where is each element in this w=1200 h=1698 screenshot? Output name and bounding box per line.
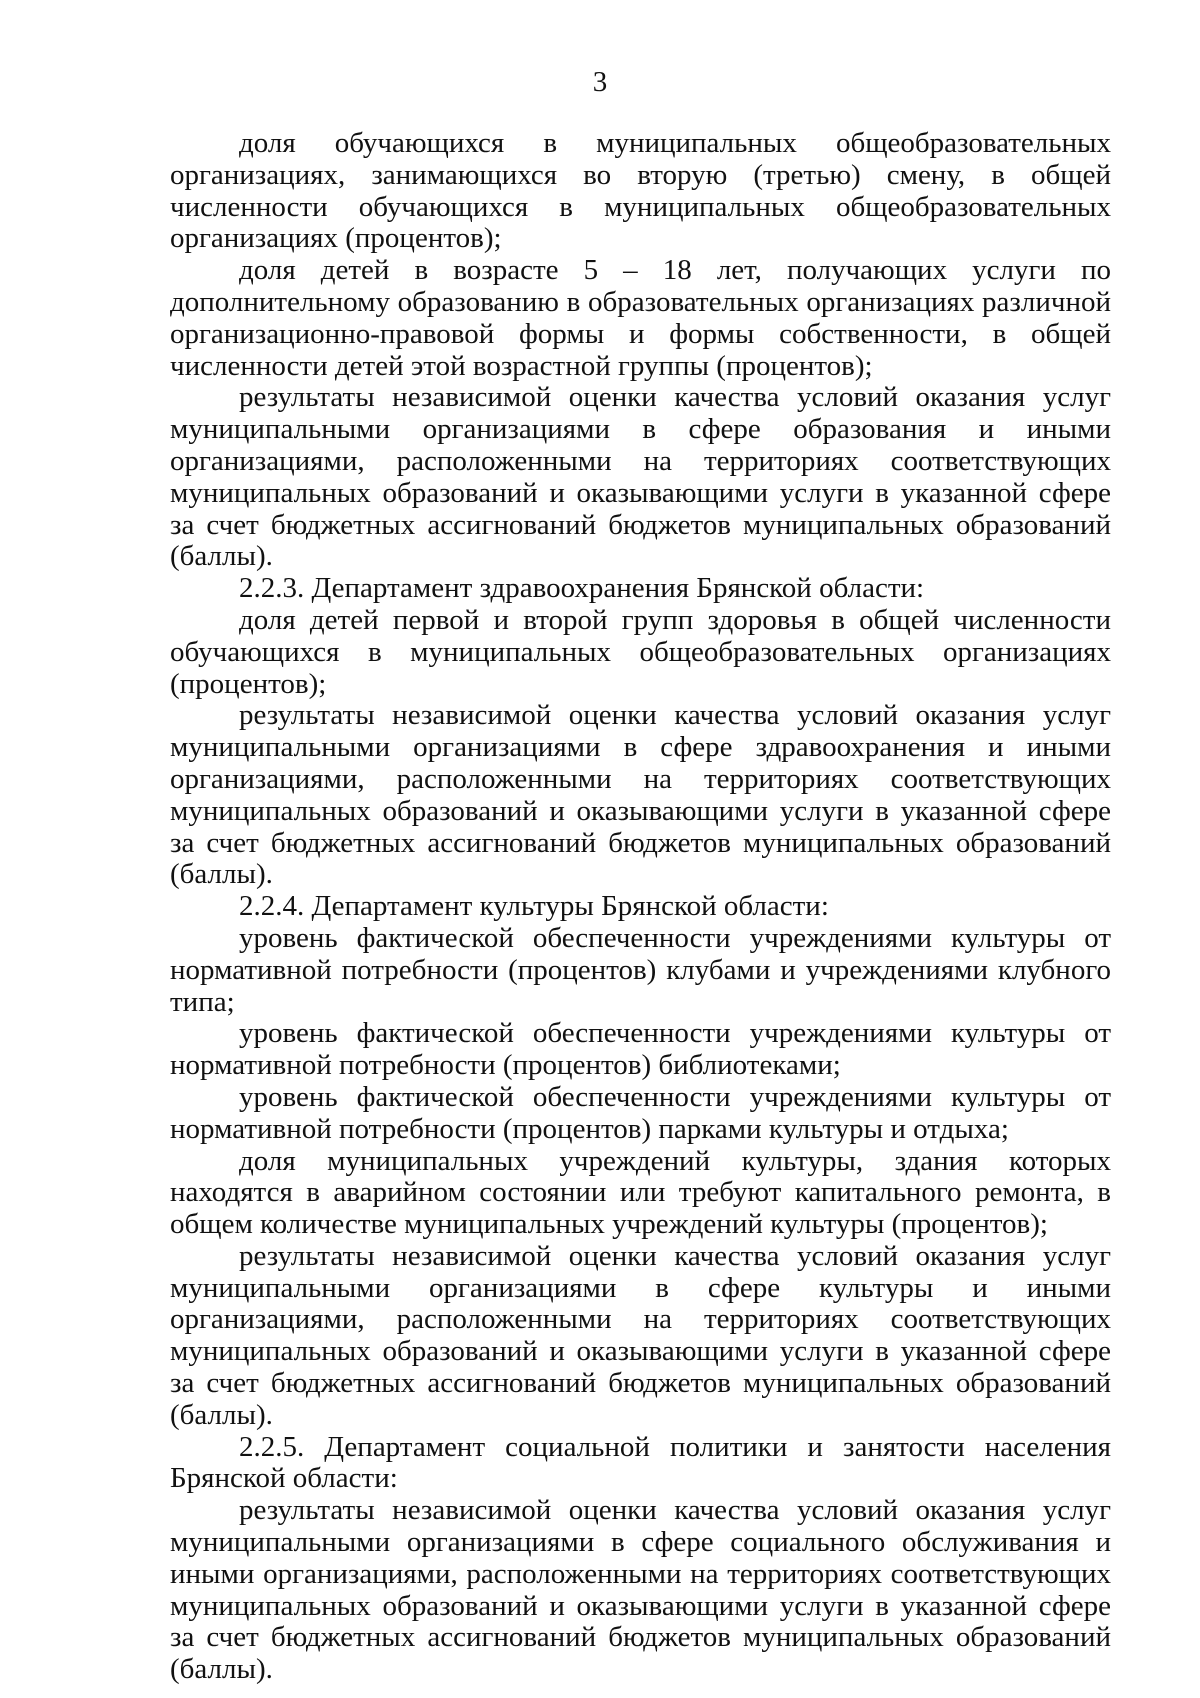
paragraph-education-quality-results: результаты независимой оценки качества условий оказания услуг муниципальными организациями в сфере образования и иными организациями, расположенными на территориях соответствующих муниципальных образований и оказывающими услуги в указанной сфере за счет бюджетных ассигнований бюджетов муниципальных образований (баллы).	[170, 381, 1111, 573]
paragraph-share-second-shift: доля обучающихся в муниципальных общеобразовательных организациях, занимающихся во вторую (третью) смену, в общей численности обучающихся в муниципальных общеобразовательных организациях (процентов);	[170, 127, 1111, 255]
section-heading-2-2-3: 2.2.3. Департамент здравоохранения Брянской области:	[239, 572, 925, 605]
paragraph-share-additional-education: доля детей в возрасте 5 – 18 лет, получающих услуги по дополнительному образованию в образовательных организациях различной организационно-правовой формы и формы собственности, в общей численности детей этой возрастной группы (процентов);	[170, 254, 1111, 382]
paragraph-culture-emergency-buildings: доля муниципальных учреждений культуры, здания которых находятся в аварийном состоянии или требуют капитального ремонта, в общем количестве муниципальных учреждений культуры (процентов);	[170, 1144, 1111, 1241]
paragraph-culture-clubs: уровень фактической обеспеченности учреждениями культуры от нормативной потребности (процентов) клубами и учреждениями клубного типа;	[170, 921, 1111, 1018]
section-heading-2-2-5: 2.2.5. Департамент социальной политики и занятости населения Брянской области:	[170, 1430, 1111, 1495]
paragraph-culture-parks: уровень фактической обеспеченности учреждениями культуры от нормативной потребности (процентов) парками культуры и отдыха;	[170, 1080, 1111, 1145]
page-number: 3	[592, 66, 608, 98]
document-body	[170, 128, 1111, 1686]
paragraph-culture-quality-results: результаты независимой оценки качества условий оказания услуг муниципальными организациями в сфере культуры и иными организациями, расположенными на территориях соответствующих муниципальных образований и оказывающими услуги в указанной сфере за счет бюджетных ассигнований бюджетов муниципальных образований (баллы).	[170, 1239, 1111, 1431]
section-heading-2-2-4: 2.2.4. Департамент культуры Брянской области:	[239, 890, 829, 923]
paragraph-health-quality-results: результаты независимой оценки качества условий оказания услуг муниципальными организациями в сфере здравоохранения и иными организациями, расположенными на территориях соответствующих муниципальных образований и оказывающими услуги в указанной сфере за счет бюджетных ассигнований бюджетов муниципальных образований (баллы).	[170, 699, 1111, 891]
paragraph-culture-libraries: уровень фактической обеспеченности учреждениями культуры от нормативной потребности (процентов) библиотеками;	[170, 1017, 1111, 1082]
paragraph-social-quality-results: результаты независимой оценки качества условий оказания услуг муниципальными организациями в сфере социального обслуживания и иными организациями, расположенными на территориях соответствующих муниципальных образований и оказывающими услуги в указанной сфере за счет бюджетных ассигнований бюджетов муниципальных образований (баллы).	[170, 1494, 1111, 1686]
paragraph-health-groups: доля детей первой и второй групп здоровья в общей численности обучающихся в муниципальных общеобразовательных организациях (процентов);	[170, 603, 1111, 700]
